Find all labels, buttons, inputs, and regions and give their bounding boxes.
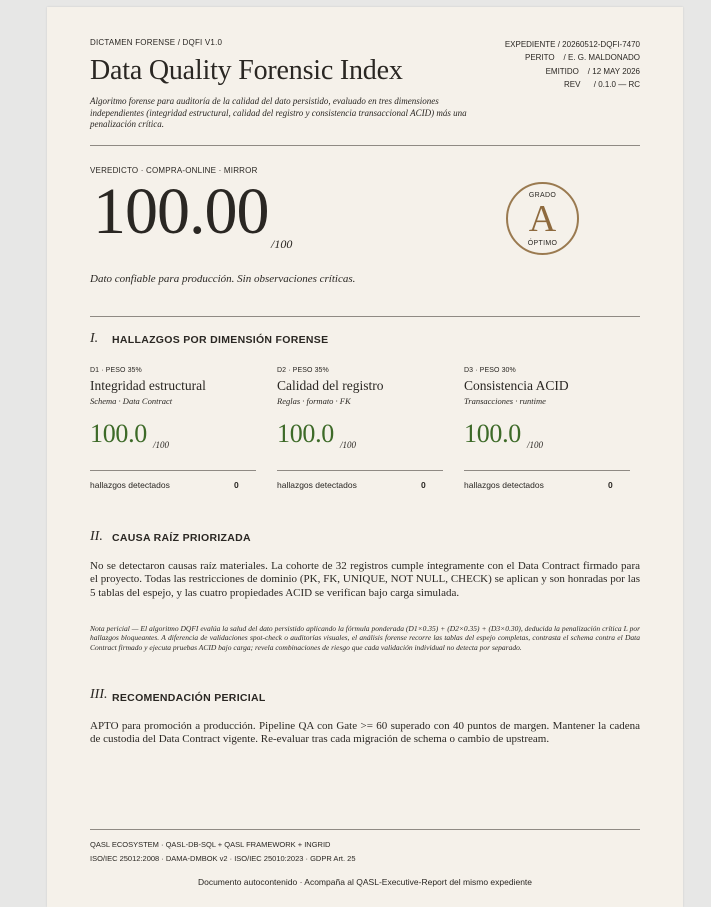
grade-status: ÓPTIMO bbox=[527, 240, 558, 247]
divider bbox=[90, 145, 640, 146]
report-page bbox=[47, 7, 683, 907]
grade-label: GRADO bbox=[528, 192, 557, 199]
section-3-title: RECOMENDACIÓN PERICIAL bbox=[112, 692, 266, 704]
page-title: Data Quality Forensic Index bbox=[90, 55, 403, 86]
meta-key: EMITIDO bbox=[545, 66, 579, 76]
meta-perito: PERITO / E. G. MALDONADO bbox=[525, 53, 640, 63]
overall-score-denominator: /100 bbox=[271, 237, 293, 251]
findings-label: hallazgos detectados bbox=[90, 480, 170, 490]
dimension-name: Consistencia ACID bbox=[464, 378, 569, 393]
footer-standards: ISO/IEC 25012:2008 · DAMA-DMBOK v2 · ISO/IEC 25010:2023 · GDPR Art. 25 bbox=[90, 854, 356, 863]
case-metadata bbox=[505, 38, 640, 91]
section-1-title: HALLAZGOS POR DIMENSIÓN FORENSE bbox=[112, 334, 329, 346]
overall-score: 100.00 bbox=[93, 175, 269, 248]
meta-key: PERITO bbox=[525, 53, 555, 63]
dimension-score-denominator: /100 bbox=[153, 440, 170, 450]
dimension-score: 100.0 bbox=[277, 419, 335, 448]
dimension-name: Calidad del registro bbox=[277, 378, 384, 393]
meta-key: EXPEDIENTE bbox=[504, 40, 556, 49]
meta-key: REV bbox=[563, 79, 581, 89]
meta-rev: REV / 0.1.0 — RC bbox=[563, 79, 640, 89]
dimension-card-d1 bbox=[90, 367, 256, 490]
grade-seal bbox=[506, 182, 579, 255]
dimension-label: D2 · PESO 35% bbox=[277, 367, 329, 374]
footer-ecosystem: QASL ECOSYSTEM · QASL-DB-SQL + QASL FRAMEWORK + INGRID bbox=[90, 840, 331, 849]
report-kicker: DICTAMEN FORENSE / DQFI V1.0 bbox=[90, 38, 223, 47]
grade-letter: A bbox=[528, 198, 557, 240]
dimension-card-d3 bbox=[464, 367, 630, 490]
findings-label: hallazgos detectados bbox=[277, 480, 357, 490]
meta-value: 12 MAY 2026 bbox=[592, 66, 640, 76]
page-subtitle: Algoritmo forense para auditoría de la calidad del dato persistido, evaluado en tres dimensiones independientes (integridad estructural, calidad del registro y consistencia transaccional ACID) más una penalización crítica. bbox=[90, 96, 467, 129]
dimension-subtitle: Reglas · formato · FK bbox=[277, 396, 351, 406]
section-1-number: I. bbox=[90, 331, 99, 346]
divider bbox=[90, 470, 256, 471]
findings-count: 0 bbox=[421, 480, 426, 490]
verdict-text: Dato confiable para producción. Sin observaciones críticas. bbox=[90, 273, 356, 285]
meta-expediente: EXPEDIENTE / 20260512-DQFI-7470 bbox=[504, 40, 640, 49]
meta-value: E. G. MALDONADO bbox=[567, 53, 640, 63]
verdict-label: VEREDICTO · COMPRA-ONLINE · MIRROR bbox=[90, 166, 258, 175]
meta-emitido: EMITIDO / 12 MAY 2026 bbox=[545, 66, 640, 76]
dimension-subtitle: Transacciones · runtime bbox=[464, 396, 546, 406]
divider bbox=[464, 470, 630, 471]
root-cause-body: No se detectaron causas raíz materiales. La cohorte de 32 registros cumple íntegramente con el Data Contract firmado para el proyecto. Todas las restricciones de dominio (PK, FK, UNIQUE, NOT NULL, CHECK) se aplican y son honradas por las 5 tablas del espejo, y las cuatro propiedades ACID se verifican bajo carga simulada. bbox=[90, 560, 640, 599]
section-2-number: II. bbox=[90, 529, 103, 544]
recommendation-body: APTO para promoción a producción. Pipeline QA con Gate >= 60 superado con 40 puntos de margen. Mantener la cadena de custodia del Data Contract vigente. Re-evaluar tras cada migración de schema o cambio de upstream. bbox=[90, 720, 640, 746]
dimension-subtitle: Schema · Data Contract bbox=[90, 396, 173, 406]
findings-label: hallazgos detectados bbox=[464, 480, 544, 490]
forensic-note: Nota pericial — El algoritmo DQFI evalúa la salud del dato persistido aplicando la fórmula ponderada (D1×0.35) + (D2×0.35) + (D3×0.30), deducida la penalización crítica L por hallazgos bloqueantes. A diferencia de validaciones spot-check o auditorías visuales, el análisis forense recorre las tablas del espejo completas, contrasta el schema contra el Data Contract firmado y ejecuta pruebas ACID bajo carga; revela combinaciones de riesgo que cada validación individual no detecta por separado. bbox=[90, 624, 640, 652]
findings-count: 0 bbox=[608, 480, 613, 490]
divider bbox=[90, 316, 640, 317]
findings-count: 0 bbox=[234, 480, 239, 490]
dimension-score-denominator: /100 bbox=[340, 440, 357, 450]
section-3-number: III. bbox=[90, 687, 108, 702]
dimension-label: D3 · PESO 30% bbox=[464, 367, 516, 374]
dimension-score: 100.0 bbox=[464, 419, 522, 448]
footer-note: Documento autocontenido · Acompaña al QASL-Executive-Report del mismo expediente bbox=[197, 877, 533, 887]
dimension-card-d2 bbox=[277, 367, 443, 490]
dimension-name: Integridad estructural bbox=[90, 378, 206, 393]
meta-value: 0.1.0 — RC bbox=[598, 79, 640, 89]
dimension-score-denominator: /100 bbox=[527, 440, 544, 450]
dimension-label: D1 · PESO 35% bbox=[90, 367, 142, 374]
divider bbox=[277, 470, 443, 471]
dimension-score: 100.0 bbox=[90, 419, 148, 448]
meta-value: 20260512-DQFI-7470 bbox=[562, 40, 640, 49]
section-2-title: CAUSA RAÍZ PRIORIZADA bbox=[112, 532, 251, 544]
divider bbox=[90, 829, 640, 830]
